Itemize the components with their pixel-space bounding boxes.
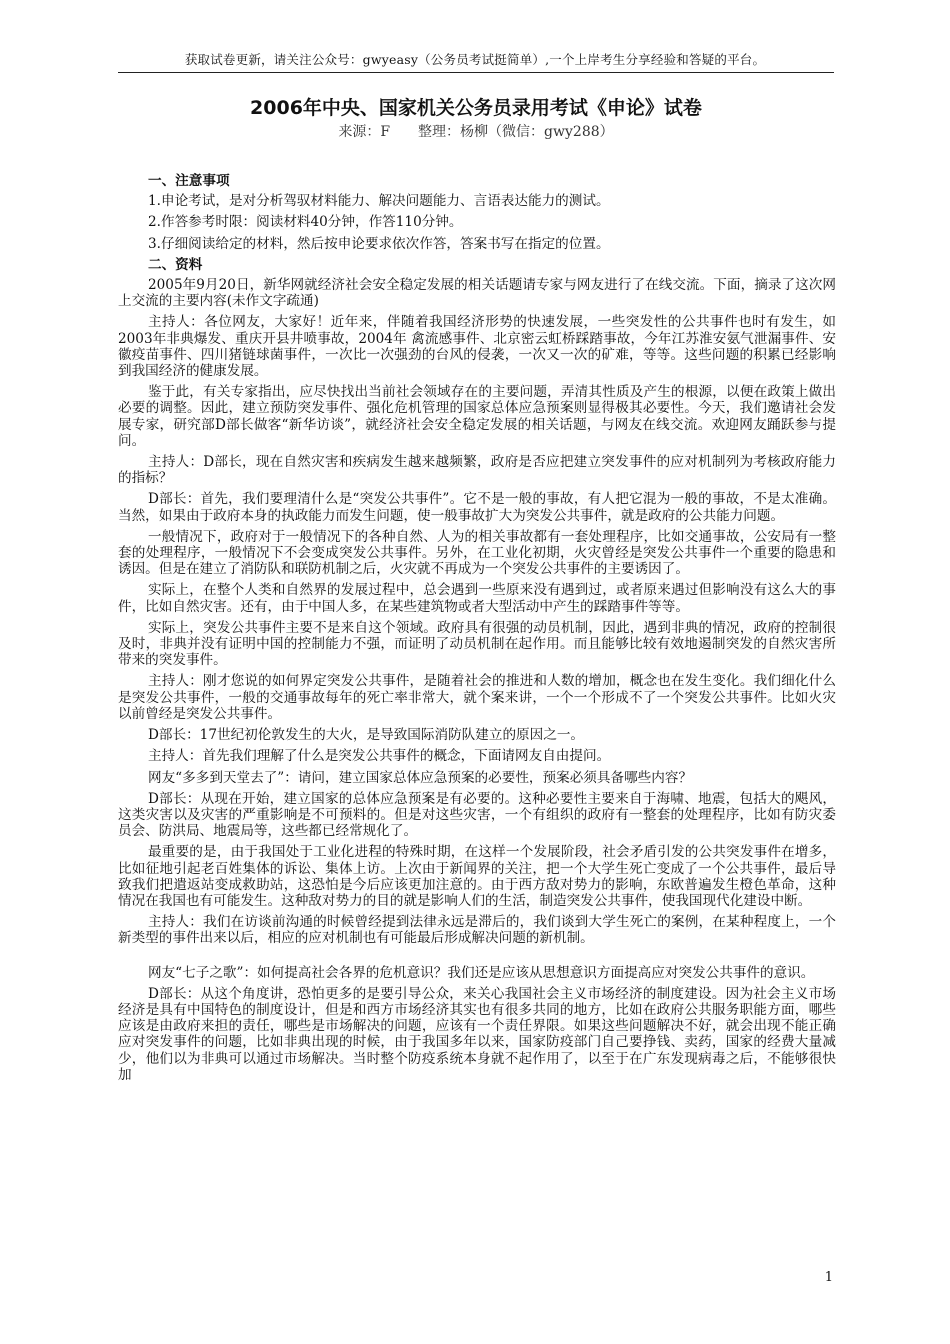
- material-paragraph: 实际上，在整个人类和自然界的发展过程中，总会遇到一些原来没有遇到过，或者原来遇过但影响没有这么大的事件，比如自然灾害。还有，由于中国人多，在某些建筑物或者大型活动中产生的踩踏事件等等。: [118, 582, 836, 615]
- material-paragraph: 鉴于此，有关专家指出，应尽快找出当前社会领域存在的主要问题，弄清其性质及产生的根源，以便在政策上做出必要的调整。因此，建立预防突发事件、强化危机管理的国家总体应急预案则显得极其必要性。今天，我们邀请社会发展专家，研究部D部长做客“新华访谈”，就经济社会安全稳定发展的相关话题，与网友在线交流。欢迎网友踊跃参与提问。: [118, 384, 836, 449]
- header-divider: [118, 72, 834, 73]
- material-paragraph: 最重要的是，由于我国处于工业化进程的特殊时期，在这样一个发展阶段，社会矛盾引发的公共突发事件在增多，比如征地引起老百姓集体的诉讼、集体上访。上次由于新闻界的关注，把一个大学生死亡变成了一个公共事件，最后导致我们把遣返站变成救助站，这恐怕是今后应该更加注意的。由于西方敌对势力的影响，东欧普遍发生橙色革命，这种情况在我国也有可能发生。这种敌对势力的目的就是影响人们的生活，制造突发公共事件，使我国现代化建设中断。: [118, 844, 836, 909]
- material-paragraph: D部长：从现在开始，建立国家的总体应急预案是有必要的。这种必要性主要来自于海啸、地震，包括大的飓风，这类灾害以及灾害的严重影响是不可预料的。但是对这些灾害，一个有组织的政府有一整套的处理程序，比如有防灾委员会、防洪局、地震局等，这些都已经常规化了。: [118, 790, 836, 840]
- material-paragraph: 主持人：各位网友，大家好！近年来，伴随着我国经济形势的快速发展，一些突发性的公共事件也时有发生，如2003年非典爆发、重庆开县井喷事故，2004年 禽流感事件、北京密云虹桥踩踏事故，今年江苏淮安氨气泄漏事件、安徽疫苗事件、四川猪链球菌事件，一次比一次强劲的台风的侵袭，一次又一次的矿难，等等。这些问题的积累已经影响到我国经济的健康发展。: [118, 314, 836, 380]
- promo-banner: 获取试卷更新，请关注公众号：gwyeasy（公务员考试挺简单）,一个上岸考生分享经验和答疑的平台。: [184, 52, 766, 67]
- material-paragraph: 主持人：刚才您说的如何界定突发公共事件，是随着社会的推进和人数的增加，概念也在发生变化。我们细化什么是突发公共事件，一般的交通事故每年的死亡率非常大，就个案来讲，一个一个形成不了一个突发公共事件。比如火灾以前曾经是突发公共事件。: [118, 673, 836, 722]
- material-paragraph: D部长：从这个角度讲，恐怕更多的是要引导公众，来关心我国社会主义市场经济的制度建设。因为社会主义市场经济是具有中国特色的制度设计，但是和西方市场经济其实也有很多共同的地方，比如在政府公共服务职能方面，哪些应该是由政府来担的责任，哪些是市场解决的问题，应该有一个责任界限。如果这些问题解决不好，就会出现不能正确应对突发事件的问题，比如非典出现的时候，由于我国多年以来，国家防疫部门自己要挣钱、卖药，国家的经费大量减少，他们以为非典可以通过市场解决。当时整个防疫系统本身就不起作用了，以至于在广东发现病毒之后，不能够很快加: [118, 985, 836, 1083]
- material-paragraph: 主持人：D部长，现在自然灾害和疾病发生越来越频繁，政府是否应把建立突发事件的应对机制列为考核政府能力的指标？: [118, 454, 836, 487]
- material-paragraph: 网友“七子之歌”：如何提高社会各界的危机意识？我们还是应该从思想意识方面提高应对突发公共事件的意识。: [148, 964, 815, 981]
- material-paragraph: 主持人：我们在访谈前沟通的时候曾经提到法律永远是滞后的，我们谈到大学生死亡的案例，在某种程度上，一个新类型的事件出来以后，相应的应对机制也有可能最后形成解决问题的新机制。: [118, 914, 836, 947]
- document-title: 2006年中央、国家机关公务员录用考试《申论》试卷: [250, 97, 702, 119]
- material-paragraph: D部长：17世纪初伦敦发生的大火，是导致国际消防队建立的原因之一。: [148, 727, 585, 744]
- section-heading-notes: 一、注意事项: [148, 173, 230, 189]
- material-paragraph: 主持人：首先我们理解了什么是突发公共事件的概念，下面请网友自由提问。: [148, 748, 611, 765]
- material-paragraph: 一般情况下，政府对于一般情况下的各种自然、人为的相关事故都有一套处理程序，比如交通事故，公安局有一整套的处理程序，一般情况下不会变成突发公共事件。另外，在工业化初期，火灾曾经是突发公共事件一个重要的隐患和诱因。但是在建立了消防队和联防机制之后，火灾就不再成为一个突发公共事件的主要诱因了。: [118, 528, 836, 578]
- material-paragraph: 实际上，突发公共事件主要不是来自这个领域。政府具有很强的动员机制，因此，遇到非典的情况，政府的控制很及时，非典并没有证明中国的控制能力不强，而证明了动员机制在起作用。而且能够比较有效地遏制突发的自然灾害所带来的突发事件。: [118, 619, 836, 669]
- material-paragraph: D部长：首先，我们要理清什么是“突发公共事件”。它不是一般的事故，有人把它混为一般的事故，不是太准确。当然，如果由于政府本身的执政能力而发生问题，使一般事故扩大为突发公共事件，就是政府的公共能力问题。: [118, 491, 836, 524]
- notes-item: 3.仔细阅读给定的材料，然后按申论要求依次作答，答案书写在指定的位置。: [148, 235, 610, 252]
- page-number: 1: [824, 1270, 833, 1285]
- material-paragraph: 网友“多多到天堂去了”：请问，建立国家总体应急预案的必要性，预案必须具备哪些内容？: [148, 769, 693, 786]
- document-body: [118, 173, 836, 1088]
- section-heading-materials: 二、资料: [148, 256, 203, 273]
- notes-item: 1.申论考试，是对分析驾驭材料能力、解决问题能力、言语表达能力的测试。: [148, 193, 610, 210]
- notes-item: 2.作答参考时限：阅读材料40分钟，作答110分钟。: [148, 214, 463, 231]
- material-paragraph: 2005年9月20日，新华网就经济社会安全稳定发展的相关话题请专家与网友进行了在线交流。下面，摘录了这次网上交流的主要内容(未作文字疏通): [118, 277, 836, 310]
- document-source: 来源：F 整理：杨柳（微信：gwy288）: [338, 124, 614, 140]
